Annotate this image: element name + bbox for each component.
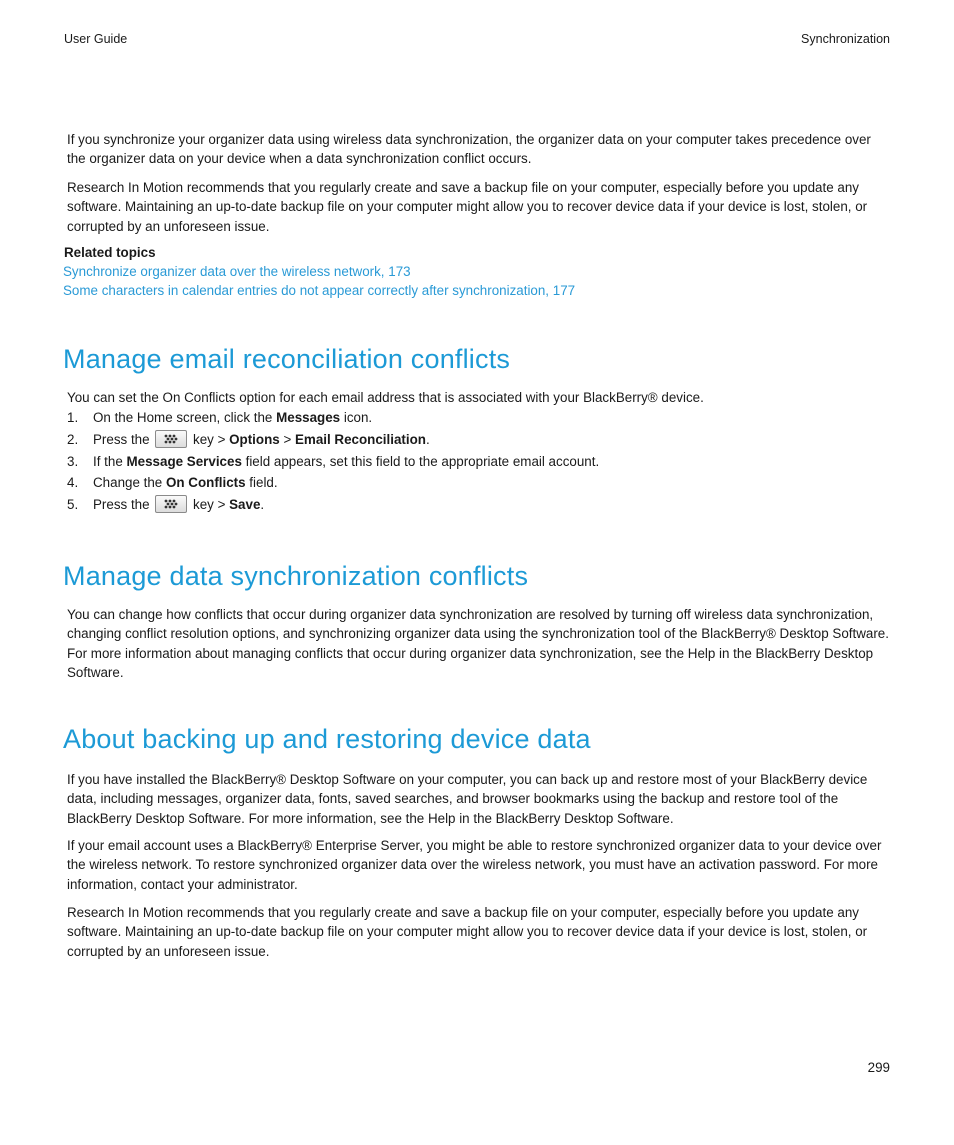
heading-backup-restore: About backing up and restoring device data (63, 724, 591, 754)
heading-data-sync-conflicts: Manage data synchronization conflicts (63, 561, 529, 591)
step-2: 2. Press the key > Options > Email Reconciliation. (67, 432, 430, 447)
backup-paragraph-1: If you have installed the BlackBerry® Desktop Software on your computer, you can back up and restore most of your BlackBerry device data, including messages, organizer data, fonts, saved searches, and browser bookmarks using the backup and restore tool of the BlackBerry Desktop Software. For more information, see the Help in the BlackBerry Desktop Software. (67, 772, 868, 826)
step-5: 5. Press the key > Save. (67, 497, 265, 512)
backup-paragraph-3: Research In Motion recommends that you regularly create and save a backup file on your computer, especially before you update any software. Maintaining an up-to-date backup file on your computer might allow you to recover device data if your device is lost, stolen, or corrupted by an unforeseen issue. (67, 905, 868, 959)
intro-paragraph-1: If you synchronize your organizer data using wireless data synchronization, the organizer data on your computer takes precedence over the organizer data on your device when a data synchronization conflict occurs. (67, 132, 871, 167)
step-4: 4. Change the On Conflicts field. (67, 475, 278, 490)
related-topics-heading: Related topics (64, 245, 156, 260)
header-doc-title: User Guide (64, 32, 128, 46)
related-link-sync-organizer[interactable]: Synchronize organizer data over the wireless network, 173 (63, 264, 411, 279)
page-number: 299 (867, 1060, 890, 1075)
data-sync-paragraph: You can change how conflicts that occur during organizer data synchronization are resolved by turning off wireless data synchronization, changing conflict resolution options, and synchronizing organizer data using the synchronization tool of the BlackBerry® Desktop Software. For more information about managing conflicts that occur during organizer data synchronization, see the Help in the BlackBerry Desktop Software. (67, 607, 889, 680)
step-3: 3. If the Message Services field appears, set this field to the appropriate email account. (67, 454, 600, 469)
related-link-calendar-characters[interactable]: Some characters in calendar entries do not appear correctly after synchronization, 177 (63, 283, 576, 298)
intro-paragraph-2: Research In Motion recommends that you regularly create and save a backup file on your computer, especially before you update any software. Maintaining an up-to-date backup file on your computer might allow you to recover device data if your device is lost, stolen, or corrupted by an unforeseen issue. (67, 180, 868, 234)
header-section-title: Synchronization (801, 32, 890, 46)
step-1: 1. On the Home screen, click the Messages icon. (67, 410, 373, 425)
heading-email-reconciliation: Manage email reconciliation conflicts (63, 344, 511, 374)
blackberry-menu-key-icon (155, 430, 187, 448)
blackberry-menu-key-icon (155, 495, 187, 513)
backup-paragraph-2: If your email account uses a BlackBerry® Enterprise Server, you might be able to restore synchronized organizer data to your device over the wireless network. To restore synchronized organizer data over the wireless network, you must have an activation password. For more information, contact your administrator. (67, 838, 882, 892)
email-intro-paragraph: You can set the On Conflicts option for each email address that is associated with your BlackBerry® device. (67, 390, 704, 405)
